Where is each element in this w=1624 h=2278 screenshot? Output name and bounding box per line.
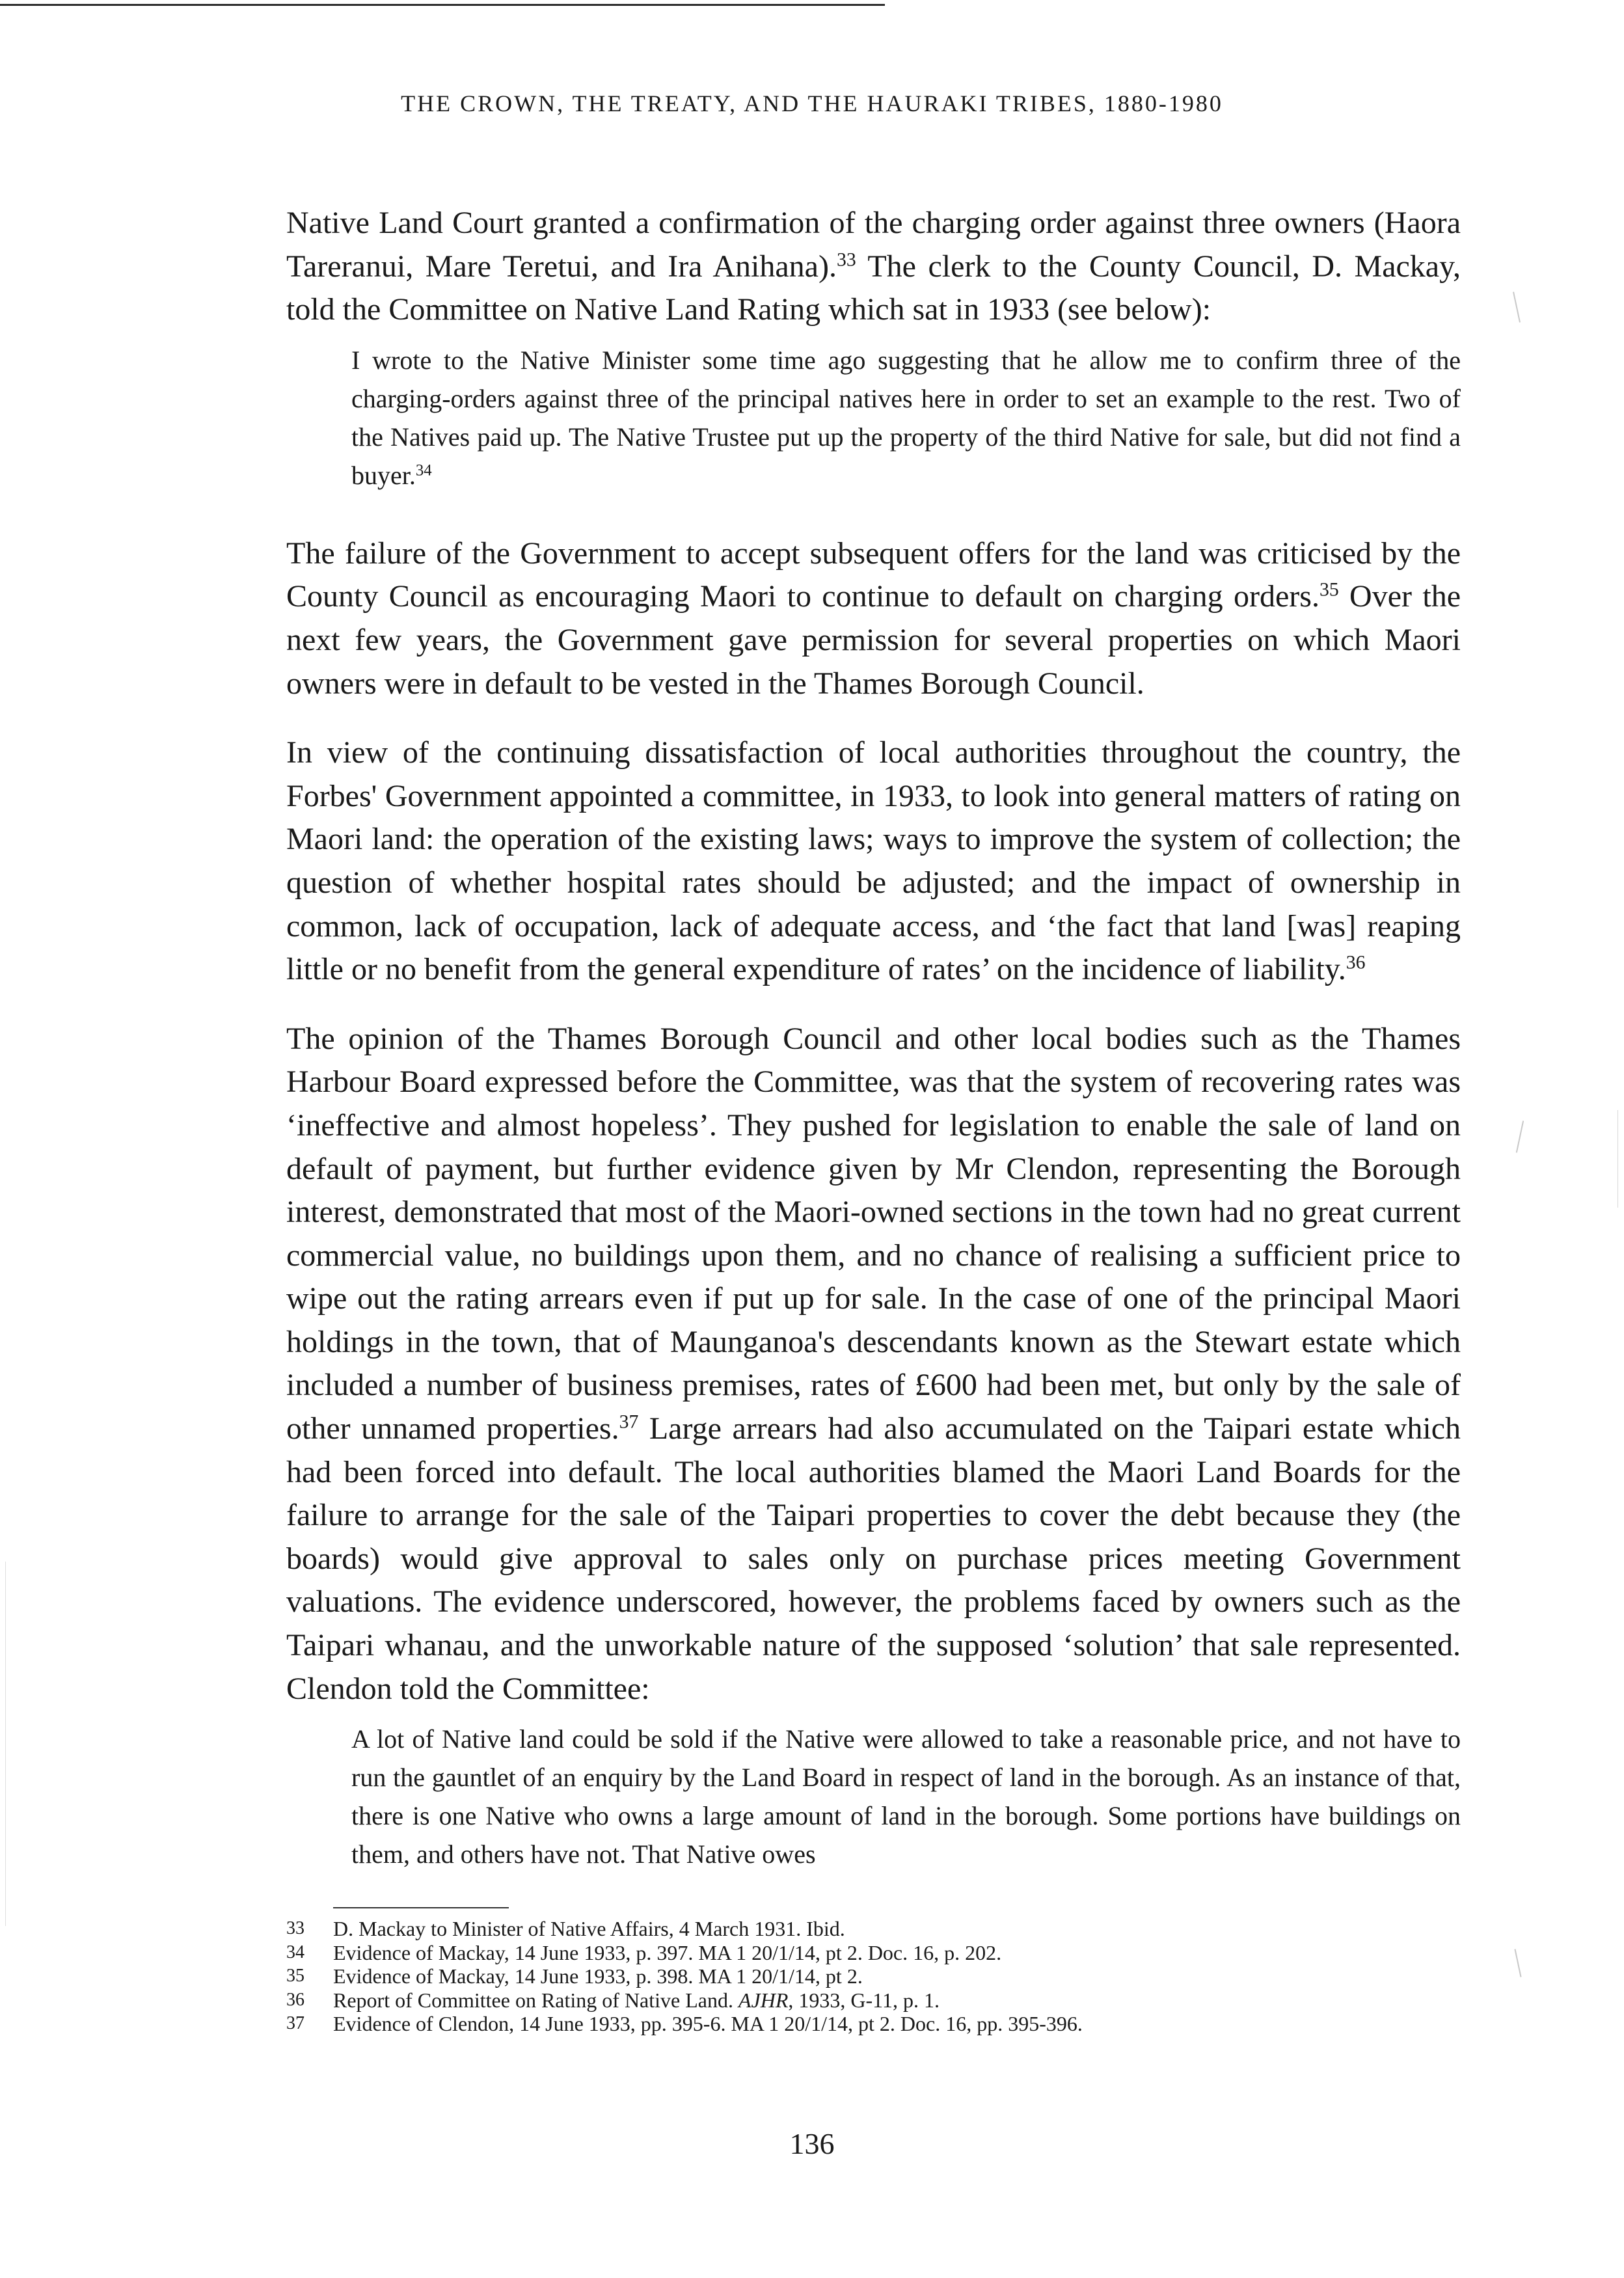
scan-mark (5, 1562, 6, 1926)
paragraph-2: The failure of the Government to accept subsequent offers for the land was criticised by the County Council as encouraging Maori to continue to default on charging orders.$^{35}$ Over the next few years, the Government gave permission for several properties on which Maori owners were in default to be vested in the Thames Borough Council. (286, 536, 1461, 701)
footnote-37: 37 Evidence of Clendon, 14 June 1933, pp. 395-6. MA 1 20/1/14, pt 2. Doc. 16, pp. 395-396. (286, 2012, 1083, 2035)
scan-mark (1514, 1949, 1521, 1977)
footnote-ref-33[interactable]: 33 (836, 249, 856, 271)
footnote-ref-34[interactable]: 34 (415, 461, 432, 480)
footnote-ref-37[interactable]: 37 (619, 1411, 639, 1433)
paragraph-3: In view of the continuing dissatisfaction of local authorities throughout the country, the Forbes' Government appointed a committee, in 1933, to look into general matters of rating on Maori land: the operation of the existing laws; ways to improve the system of collection; the question of whether hospital rates should be adjusted; and the impact of ownership in common, lack of occupation, lack of adequate access, and ‘the fact that land [was] reaping little or no benefit from the general expenditure of rates’ on the incidence of liability.$^{36}$ (286, 735, 1461, 987)
footnote-35: 35 Evidence of Mackay, 14 June 1933, p. 398. MA 1 20/1/14, pt 2. (286, 1964, 863, 1988)
scan-mark (1617, 1110, 1618, 1208)
scan-mark (1516, 1120, 1524, 1152)
footnote-rule (333, 1907, 509, 1908)
paragraph-1: Native Land Court granted a confirmation of the charging order against three owners (Haora Tareranui, Mare Teretui, and Ira Anihana).$^{33}$ The clerk to the County Council, D. Mackay, told the Committee on Native Land Rating which sat in 1933 (see below): (286, 206, 1461, 327)
top-rule (0, 4, 885, 6)
page-number: 136 (789, 2127, 835, 2160)
scan-mark (1513, 292, 1521, 322)
footnote-34: 34 Evidence of Mackay, 14 June 1933, p. 397. MA 1 20/1/14, pt 2. Doc. 16, p. 202. (286, 1940, 1002, 1964)
running-head: THE CROWN, THE TREATY, AND THE HAURAKI TRIBES, 1880-1980 (401, 90, 1223, 116)
footnote-ref-35[interactable]: 35 (1319, 579, 1339, 601)
footnotes (286, 1917, 1461, 2036)
main-text (286, 202, 1461, 1885)
footnote-33: 33 D. Mackay to Minister of Native Affairs, 4 March 1931. Ibid. (286, 1917, 845, 1940)
footnote-ref-36[interactable]: 36 (1346, 951, 1366, 973)
paragraph-4: The opinion of the Thames Borough Council and other local bodies such as the Thames Harbour Board expressed before the Committee, was that the system of recovering rates was ‘ineffective and almost hopeless’. They pushed for legislation to enable the sale of land on default of payment, but further evidence given by Mr Clendon, representing the Borough interest, demonstrated that most of the Maori-owned sections in the town had no great current commercial value, no buildings upon them, and no chance of realising a sufficient price to wipe out the rating arrears even if put up for sale. In the case of one of the principal Maori holdings in the town, that of Maunganoa's descendants known as the Stewart estate which included a number of business premises, rates of £600 had been met, but only by the sale of other unnamed properties.$^{37}$ Large arrears had also accumulated on the Taipari estate which had been forced into default. The local authorities blamed the Maori Land Boards for the failure to arrange for the sale of the Taipari properties to cover the debt because they (the boards) would give approval to sales only on purchase prices meeting Government valuations. The evidence underscored, however, the problems faced by owners such as the Taipari whanau, and the unworkable nature of the supposed ‘solution’ that sale represented. Clendon told the Committee: (286, 1021, 1461, 1706)
block-quote-2: A lot of Native land could be sold if the Native were allowed to take a reasonable price, and not have to run the gauntlet of an enquiry by the Land Board in respect of land in the borough. As an instance of that, there is one Native who owns a large amount of land in the borough. Some portions have buildings on them, and others have not. That Native owes (351, 1724, 1461, 1869)
block-quote-1: I wrote to the Native Minister some time ago suggesting that he allow me to confirm three of the charging-orders against three of the principal natives here in order to set an example to the rest. Two of the Natives paid up. The Native Trustee put up the property of the third Native for sale, but did not find a buyer.$^{34}$ (351, 345, 1461, 490)
footnote-36: 36 Report of Committee on Rating of Native Land. AJHR, 1933, G-11, p. 1. (286, 1988, 940, 2012)
